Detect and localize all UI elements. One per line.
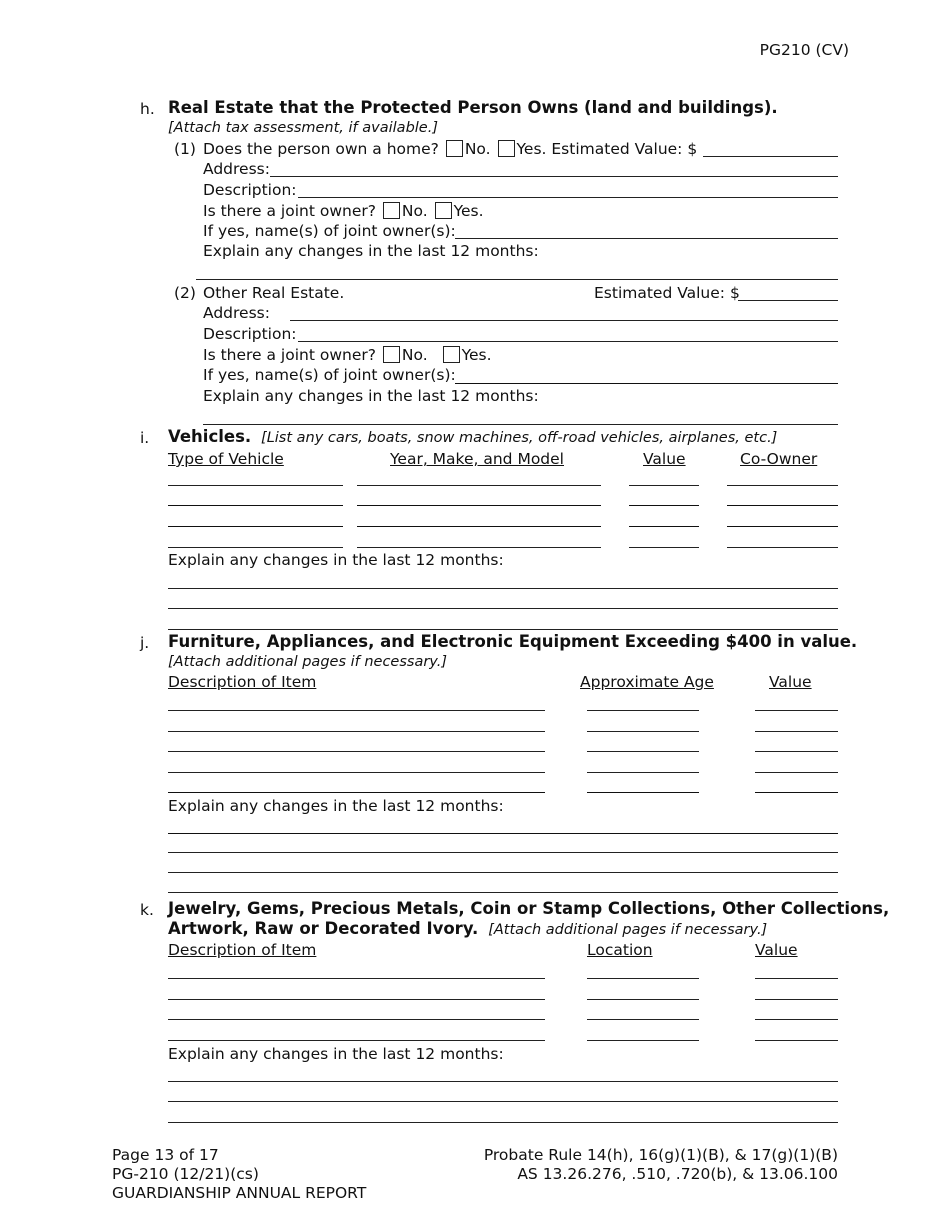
home-yes-checkbox[interactable] xyxy=(498,140,515,157)
estimated-value-label: Estimated Value: $ xyxy=(594,284,740,302)
joint-owner-question xyxy=(203,346,492,364)
column-header: Value xyxy=(755,941,798,959)
column-header: Year, Make, and Model xyxy=(390,450,564,468)
section-title: Vehicles. xyxy=(168,427,252,446)
yes-label: Yes. xyxy=(461,346,492,364)
section-title: Furniture, Appliances, and Electronic Equipment Exceeding $400 in value. xyxy=(168,632,858,651)
item-value-field[interactable] xyxy=(755,792,838,793)
section-title: Real Estate that the Protected Person Owns (land and buildings). xyxy=(168,98,778,117)
vehicle-value-field[interactable] xyxy=(629,485,699,486)
explain-field[interactable] xyxy=(168,608,838,609)
home-question xyxy=(203,140,697,158)
item-value-field[interactable] xyxy=(755,751,838,752)
description-label: Description: xyxy=(203,181,297,199)
joint-names-label: If yes, name(s) of joint owner(s): xyxy=(203,366,456,384)
explain-field[interactable] xyxy=(168,1081,838,1082)
item-description-field[interactable] xyxy=(168,1019,545,1020)
home-question-label: Does the person own a home? xyxy=(203,140,439,158)
vehicle-coowner-field[interactable] xyxy=(727,526,838,527)
joint-owner-label: Is there a joint owner? xyxy=(203,346,376,364)
page-number: Page 13 of 17 xyxy=(112,1146,219,1164)
section-letter: i. xyxy=(140,429,150,447)
form-number: PG-210 (12/21)(cs) xyxy=(112,1165,259,1183)
vehicle-model-field[interactable] xyxy=(357,505,601,506)
column-header: Value xyxy=(769,673,812,691)
home-value-field[interactable] xyxy=(703,156,838,157)
section-title: Artwork, Raw or Decorated Ivory. xyxy=(168,919,479,938)
other-description-field[interactable] xyxy=(298,341,838,342)
other-joint-yes-checkbox[interactable] xyxy=(443,346,460,363)
item-value-field[interactable] xyxy=(755,978,838,979)
item-description-field[interactable] xyxy=(168,772,545,773)
vehicle-coowner-field[interactable] xyxy=(727,505,838,506)
explain-field[interactable] xyxy=(168,588,838,589)
item-age-field[interactable] xyxy=(587,710,699,711)
explain-field[interactable] xyxy=(168,872,838,873)
vehicle-model-field[interactable] xyxy=(357,547,601,548)
item-age-field[interactable] xyxy=(587,751,699,752)
item-location-field[interactable] xyxy=(587,1040,699,1041)
other-address-field[interactable] xyxy=(290,320,838,321)
column-header: Type of Vehicle xyxy=(168,450,284,468)
item-description-field[interactable] xyxy=(168,999,545,1000)
vehicle-value-field[interactable] xyxy=(629,526,699,527)
item-number: (2) xyxy=(174,284,196,302)
vehicle-type-field[interactable] xyxy=(168,547,343,548)
joint-names-field[interactable] xyxy=(455,238,838,239)
explain-field[interactable] xyxy=(168,629,838,630)
no-label: No. xyxy=(464,140,491,158)
item-age-field[interactable] xyxy=(587,731,699,732)
yes-label: Yes. xyxy=(453,202,484,220)
vehicle-coowner-field[interactable] xyxy=(727,547,838,548)
item-value-field[interactable] xyxy=(755,731,838,732)
no-label: No. xyxy=(401,202,428,220)
home-no-checkbox[interactable] xyxy=(446,140,463,157)
item-description-field[interactable] xyxy=(168,978,545,979)
form-id: PG210 (CV) xyxy=(759,41,849,59)
vehicle-model-field[interactable] xyxy=(357,526,601,527)
home-description-field[interactable] xyxy=(298,197,838,198)
yes-label: Yes. xyxy=(516,140,547,158)
section-heading xyxy=(168,428,777,447)
joint-names-label: If yes, name(s) of joint owner(s): xyxy=(203,222,456,240)
other-joint-no-checkbox[interactable] xyxy=(383,346,400,363)
column-header: Approximate Age xyxy=(580,673,714,691)
column-header: Location xyxy=(587,941,653,959)
section-letter: h. xyxy=(140,100,155,118)
item-description-field[interactable] xyxy=(168,710,545,711)
item-value-field[interactable] xyxy=(755,1040,838,1041)
section-heading xyxy=(168,920,767,939)
item-description-field[interactable] xyxy=(168,731,545,732)
explain-field[interactable] xyxy=(168,852,838,853)
section-letter: k. xyxy=(140,901,154,919)
joint-owner-question xyxy=(203,202,484,220)
explain-field[interactable] xyxy=(168,833,838,834)
other-joint-names-field[interactable] xyxy=(455,383,838,384)
section-note: [List any cars, boats, snow machines, off-road vehicles, airplanes, etc.] xyxy=(261,430,778,446)
vehicle-value-field[interactable] xyxy=(629,505,699,506)
vehicle-model-field[interactable] xyxy=(357,485,601,486)
section-note: [Attach additional pages if necessary.] xyxy=(488,922,768,938)
column-header: Co-Owner xyxy=(740,450,818,468)
explain-label: Explain any changes in the last 12 months: xyxy=(203,387,539,405)
vehicle-type-field[interactable] xyxy=(168,526,343,527)
home-address-field[interactable] xyxy=(270,176,838,177)
item-value-field[interactable] xyxy=(755,710,838,711)
column-header: Description of Item xyxy=(168,941,317,959)
explain-field[interactable] xyxy=(168,892,838,893)
form-title: GUARDIANSHIP ANNUAL REPORT xyxy=(112,1184,367,1202)
item-location-field[interactable] xyxy=(587,999,699,1000)
other-explain-field[interactable] xyxy=(203,424,838,425)
item-value-field[interactable] xyxy=(755,1019,838,1020)
item-number: (1) xyxy=(174,140,196,158)
other-real-estate-label: Other Real Estate. xyxy=(203,284,345,302)
explain-field[interactable] xyxy=(168,1122,838,1123)
description-label: Description: xyxy=(203,325,297,343)
item-value-field[interactable] xyxy=(755,772,838,773)
section-note: [Attach tax assessment, if available.] xyxy=(168,120,438,136)
item-value-field[interactable] xyxy=(755,999,838,1000)
no-label: No. xyxy=(401,346,428,364)
column-header: Description of Item xyxy=(168,673,317,691)
joint-owner-label: Is there a joint owner? xyxy=(203,202,376,220)
vehicle-type-field[interactable] xyxy=(168,505,343,506)
section-note: [Attach additional pages if necessary.] xyxy=(168,654,448,670)
joint-owner-yes-checkbox[interactable] xyxy=(435,202,452,219)
explain-field[interactable] xyxy=(168,1101,838,1102)
item-description-field[interactable] xyxy=(168,751,545,752)
probate-rule: Probate Rule 14(h), 16(g)(1)(B), & 17(g)(1)(B) xyxy=(483,1146,838,1164)
other-value-field[interactable] xyxy=(738,300,838,301)
joint-owner-no-checkbox[interactable] xyxy=(383,202,400,219)
statute-citation: AS 13.26.276, .510, .720(b), & 13.06.100 xyxy=(517,1165,838,1183)
section-letter: j. xyxy=(140,634,150,652)
explain-field[interactable] xyxy=(196,279,838,280)
column-header: Value xyxy=(643,450,686,468)
item-location-field[interactable] xyxy=(587,1019,699,1020)
section-title: Jewelry, Gems, Precious Metals, Coin or Stamp Collections, Other Collections, xyxy=(168,899,890,918)
vehicle-type-field[interactable] xyxy=(168,485,343,486)
address-label: Address: xyxy=(203,160,270,178)
address-label: Address: xyxy=(203,304,270,322)
estimated-value-label: Estimated Value: $ xyxy=(551,140,698,158)
item-age-field[interactable] xyxy=(587,792,699,793)
explain-label: Explain any changes in the last 12 months: xyxy=(203,242,539,260)
item-location-field[interactable] xyxy=(587,978,699,979)
item-description-field[interactable] xyxy=(168,792,545,793)
vehicle-coowner-field[interactable] xyxy=(727,485,838,486)
vehicle-value-field[interactable] xyxy=(629,547,699,548)
explain-label: Explain any changes in the last 12 months: xyxy=(168,1045,504,1063)
explain-label: Explain any changes in the last 12 months: xyxy=(168,797,504,815)
explain-label: Explain any changes in the last 12 months: xyxy=(168,551,504,569)
item-age-field[interactable] xyxy=(587,772,699,773)
item-description-field[interactable] xyxy=(168,1040,545,1041)
